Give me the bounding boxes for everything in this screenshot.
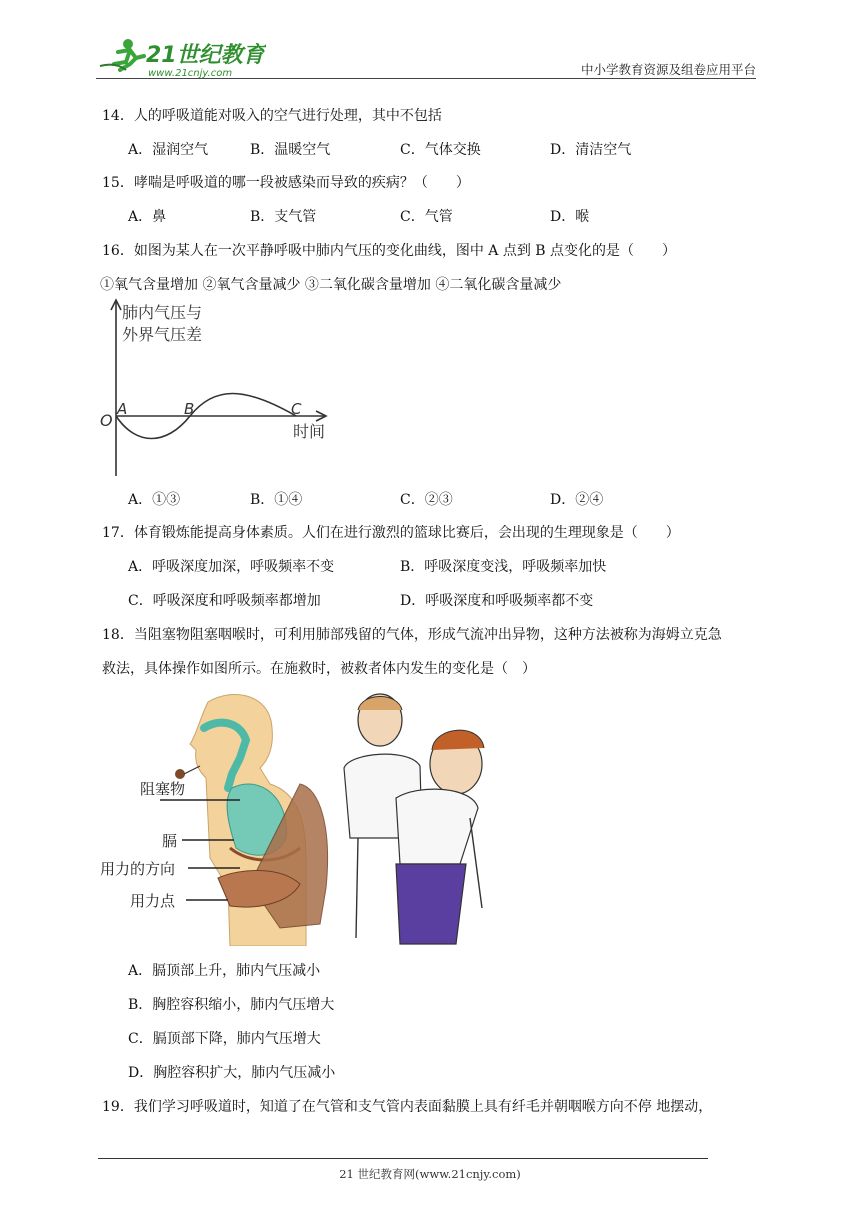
anatomy-diagram: [100, 695, 328, 946]
header-divider: [96, 78, 756, 79]
q17-option-a[interactable]: A．呼吸深度加深，呼吸频率不变: [128, 559, 335, 575]
graph-ylabel-line2: 外界气压差: [122, 325, 203, 344]
obstruction-dot: [175, 769, 185, 779]
pressure-curve-graph: [96, 296, 336, 482]
q16-items: ①氧气含量增加 ②氧气含量减少 ③二氧化碳含量增加 ④二氧化碳含量减少: [100, 277, 562, 293]
q16-option-d[interactable]: D．②④: [550, 492, 604, 508]
q16-option-a[interactable]: A．①③: [128, 492, 181, 508]
label-force-direction: 用力的方向: [100, 860, 176, 878]
q17-stem: 17．体育锻炼能提高身体素质。人们在进行激烈的篮球比赛后，会出现的生理现象是（ ）: [102, 525, 680, 541]
graph-ylabel-line1: 肺内气压与: [122, 303, 203, 322]
footer-text: 21 世纪教育网(www.21cnjy.com): [339, 1167, 521, 1181]
site-logo: [96, 36, 266, 80]
q18-option-c[interactable]: C．膈顶部下降，肺内气压增大: [128, 1031, 321, 1047]
q18-option-d[interactable]: D．胸腔容积扩大，肺内气压减小: [128, 1065, 336, 1081]
q16-option-c[interactable]: C．②③: [400, 492, 453, 508]
q16-option-b[interactable]: B．①④: [250, 492, 303, 508]
q14-stem: 14．人的呼吸道能对吸入的空气进行处理，其中不包括: [102, 108, 442, 124]
graph-xlabel: 时间: [293, 422, 326, 441]
q15-option-d[interactable]: D．喉: [550, 209, 590, 225]
heimlich-figure: [100, 688, 500, 946]
label-force-point: 用力点: [130, 892, 176, 910]
q17-option-c[interactable]: C．呼吸深度和呼吸频率都增加: [128, 593, 321, 609]
logo-text: 21世纪教育: [146, 43, 265, 68]
graph-origin: O: [100, 411, 113, 430]
rescue-illustration: [344, 694, 484, 944]
q15-option-b[interactable]: B．支气管: [250, 209, 317, 225]
label-obstruction: 阻塞物: [140, 780, 186, 798]
q14-option-a[interactable]: A．湿润空气: [128, 142, 209, 158]
header-platform-text: 中小学教育资源及组卷应用平台: [580, 62, 756, 77]
label-diaphragm: 膈: [162, 832, 178, 850]
logo-url: www.21cnjy.com: [148, 68, 233, 79]
q16-stem: 16．如图为某人在一次平静呼吸中肺内气压的变化曲线，图中 A 点到 B 点变化的是（ ）: [102, 243, 677, 259]
graph-point-b: B: [184, 400, 195, 418]
footer-divider: [98, 1158, 708, 1159]
q14-option-c[interactable]: C．气体交换: [400, 142, 481, 158]
running-figure-icon: [100, 39, 144, 70]
graph-point-a: A: [117, 400, 128, 418]
q17-option-b[interactable]: B．呼吸深度变浅，呼吸频率加快: [400, 559, 607, 575]
q18-stem-line1: 18．当阻塞物阻塞咽喉时，可利用肺部残留的气体，形成气流冲出异物，这种方法被称为海姆立克急: [102, 627, 722, 643]
q14-option-b[interactable]: B．温暖空气: [250, 142, 331, 158]
q18-option-a[interactable]: A．膈顶部上升，肺内气压减小: [128, 963, 321, 979]
q15-option-c[interactable]: C．气管: [400, 209, 453, 225]
q15-option-a[interactable]: A．鼻: [128, 209, 167, 225]
q18-option-b[interactable]: B．胸腔容积缩小，肺内气压增大: [128, 997, 335, 1013]
q14-option-d[interactable]: D．清洁空气: [550, 142, 632, 158]
q17-option-d[interactable]: D．呼吸深度和呼吸频率都不变: [400, 593, 594, 609]
q19-stem: 19．我们学习呼吸道时，知道了在气管和支气管内表面黏膜上具有纤毛并朝咽喉方向不停 地摆动，: [102, 1099, 713, 1115]
graph-point-c: C: [291, 400, 302, 418]
q18-stem-line2: 救法，具体操作如图所示。在施救时，被救者体内发生的变化是（ ）: [102, 661, 536, 677]
q15-stem: 15．哮喘是呼吸道的哪一段被感染而导致的疾病？（ ）: [102, 175, 470, 191]
